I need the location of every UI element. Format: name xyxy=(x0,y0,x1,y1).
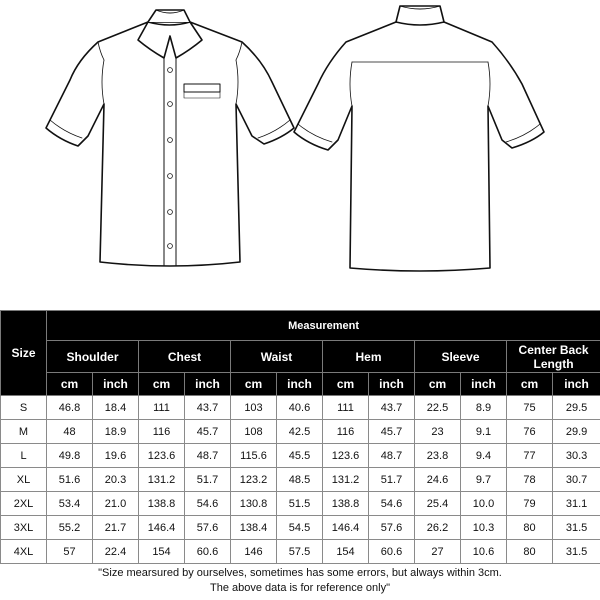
value-cell: 48.7 xyxy=(369,444,415,468)
value-cell: 18.9 xyxy=(93,420,139,444)
value-cell: 54.5 xyxy=(277,516,323,540)
value-cell: 116 xyxy=(323,420,369,444)
value-cell: 130.8 xyxy=(231,492,277,516)
value-cell: 138.8 xyxy=(139,492,185,516)
value-cell: 31.1 xyxy=(553,492,600,516)
value-cell: 43.7 xyxy=(369,396,415,420)
value-cell: 24.6 xyxy=(415,468,461,492)
value-cell: 146.4 xyxy=(323,516,369,540)
shirt-front-icon xyxy=(46,10,294,266)
value-cell: 51.6 xyxy=(47,468,93,492)
value-cell: 108 xyxy=(231,420,277,444)
unit-header: cm xyxy=(507,373,553,396)
value-cell: 79 xyxy=(507,492,553,516)
unit-header: inch xyxy=(553,373,600,396)
unit-header: cm xyxy=(231,373,277,396)
value-cell: 55.2 xyxy=(47,516,93,540)
table-row xyxy=(1,492,600,516)
value-cell: 146 xyxy=(231,540,277,564)
value-cell: 76 xyxy=(507,420,553,444)
value-cell: 22.4 xyxy=(93,540,139,564)
table-row xyxy=(1,516,600,540)
value-cell: 154 xyxy=(139,540,185,564)
value-cell: 57 xyxy=(47,540,93,564)
measurement-header: Measurement xyxy=(47,311,600,341)
value-cell: 138.4 xyxy=(231,516,277,540)
value-cell: 60.6 xyxy=(185,540,231,564)
group-header: Hem xyxy=(323,341,415,373)
value-cell: 146.4 xyxy=(139,516,185,540)
value-cell: 57.6 xyxy=(369,516,415,540)
table-row xyxy=(1,468,600,492)
value-cell: 9.1 xyxy=(461,420,507,444)
size-cell: 3XL xyxy=(1,516,47,540)
value-cell: 30.3 xyxy=(553,444,600,468)
value-cell: 123.6 xyxy=(139,444,185,468)
value-cell: 75 xyxy=(507,396,553,420)
value-cell: 49.8 xyxy=(47,444,93,468)
group-header: Sleeve xyxy=(415,341,507,373)
value-cell: 25.4 xyxy=(415,492,461,516)
value-cell: 31.5 xyxy=(553,540,600,564)
value-cell: 46.8 xyxy=(47,396,93,420)
unit-header: cm xyxy=(323,373,369,396)
unit-header: inch xyxy=(277,373,323,396)
value-cell: 48 xyxy=(47,420,93,444)
value-cell: 54.6 xyxy=(185,492,231,516)
value-cell: 111 xyxy=(323,396,369,420)
value-cell: 29.5 xyxy=(553,396,600,420)
value-cell: 26.2 xyxy=(415,516,461,540)
value-cell: 45.7 xyxy=(185,420,231,444)
table-row xyxy=(1,396,600,420)
value-cell: 10.0 xyxy=(461,492,507,516)
value-cell: 21.7 xyxy=(93,516,139,540)
value-cell: 29.9 xyxy=(553,420,600,444)
value-cell: 57.5 xyxy=(277,540,323,564)
value-cell: 80 xyxy=(507,540,553,564)
value-cell: 27 xyxy=(415,540,461,564)
value-cell: 45.5 xyxy=(277,444,323,468)
value-cell: 19.6 xyxy=(93,444,139,468)
unit-header: inch xyxy=(93,373,139,396)
value-cell: 48.7 xyxy=(185,444,231,468)
value-cell: 23 xyxy=(415,420,461,444)
value-cell: 53.4 xyxy=(47,492,93,516)
value-cell: 80 xyxy=(507,516,553,540)
table-row xyxy=(1,444,600,468)
value-cell: 8.9 xyxy=(461,396,507,420)
group-header: Waist xyxy=(231,341,323,373)
value-cell: 123.2 xyxy=(231,468,277,492)
value-cell: 51.5 xyxy=(277,492,323,516)
unit-header: inch xyxy=(185,373,231,396)
value-cell: 10.3 xyxy=(461,516,507,540)
value-cell: 51.7 xyxy=(185,468,231,492)
group-header: Chest xyxy=(139,341,231,373)
unit-header: cm xyxy=(139,373,185,396)
value-cell: 31.5 xyxy=(553,516,600,540)
table-row xyxy=(1,420,600,444)
table-row xyxy=(1,540,600,564)
value-cell: 22.5 xyxy=(415,396,461,420)
size-cell: L xyxy=(1,444,47,468)
value-cell: 131.2 xyxy=(323,468,369,492)
value-cell: 138.8 xyxy=(323,492,369,516)
value-cell: 21.0 xyxy=(93,492,139,516)
size-header: Size xyxy=(1,311,47,396)
size-cell: M xyxy=(1,420,47,444)
value-cell: 51.7 xyxy=(369,468,415,492)
unit-header: inch xyxy=(369,373,415,396)
value-cell: 78 xyxy=(507,468,553,492)
size-cell: 4XL xyxy=(1,540,47,564)
size-cell: S xyxy=(1,396,47,420)
value-cell: 60.6 xyxy=(369,540,415,564)
disclaimer-note xyxy=(0,566,600,596)
group-header: Center Back Length xyxy=(507,341,600,373)
shirt-back-icon xyxy=(294,6,544,271)
value-cell: 9.4 xyxy=(461,444,507,468)
unit-header: cm xyxy=(415,373,461,396)
value-cell: 10.6 xyxy=(461,540,507,564)
value-cell: 23.8 xyxy=(415,444,461,468)
unit-header: cm xyxy=(47,373,93,396)
value-cell: 54.6 xyxy=(369,492,415,516)
value-cell: 40.6 xyxy=(277,396,323,420)
value-cell: 42.5 xyxy=(277,420,323,444)
value-cell: 20.3 xyxy=(93,468,139,492)
disclaimer-line-1: "Size mearsured by ourselves, sometimes has some errors, but always within 3cm. xyxy=(98,567,502,579)
value-cell: 9.7 xyxy=(461,468,507,492)
value-cell: 57.6 xyxy=(185,516,231,540)
value-cell: 43.7 xyxy=(185,396,231,420)
value-cell: 48.5 xyxy=(277,468,323,492)
group-header: Shoulder xyxy=(47,341,139,373)
size-cell: 2XL xyxy=(1,492,47,516)
value-cell: 116 xyxy=(139,420,185,444)
value-cell: 103 xyxy=(231,396,277,420)
value-cell: 45.7 xyxy=(369,420,415,444)
value-cell: 30.7 xyxy=(553,468,600,492)
size-cell: XL xyxy=(1,468,47,492)
value-cell: 123.6 xyxy=(323,444,369,468)
value-cell: 154 xyxy=(323,540,369,564)
size-chart-table xyxy=(0,310,600,564)
value-cell: 111 xyxy=(139,396,185,420)
value-cell: 131.2 xyxy=(139,468,185,492)
unit-header: inch xyxy=(461,373,507,396)
value-cell: 115.6 xyxy=(231,444,277,468)
value-cell: 18.4 xyxy=(93,396,139,420)
disclaimer-line-2: The above data is for reference only" xyxy=(209,582,390,594)
value-cell: 77 xyxy=(507,444,553,468)
